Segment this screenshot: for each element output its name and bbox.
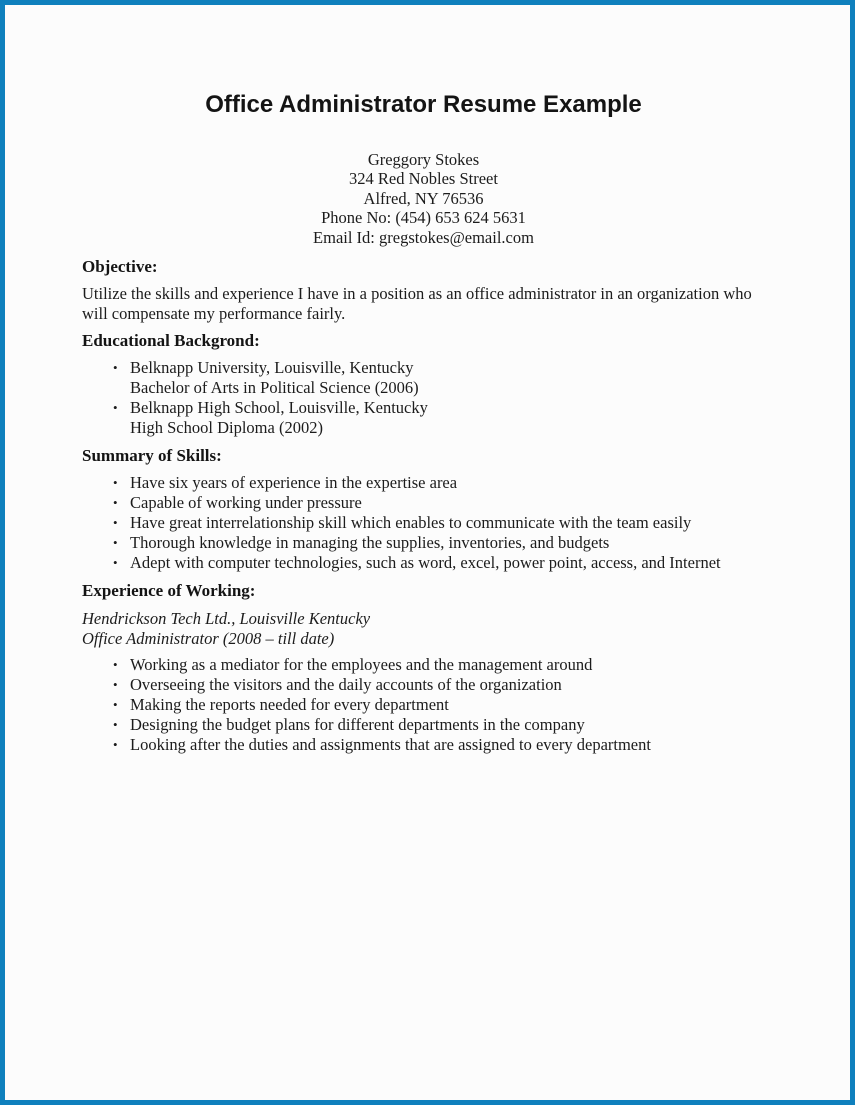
education-institution: Belknapp University, Louisville, Kentucky (130, 358, 414, 378)
education-item-text (130, 398, 765, 438)
bullet-icon: • (113, 535, 118, 551)
bullet-icon: • (113, 400, 118, 416)
experience-item (113, 675, 765, 695)
experience-item (113, 715, 765, 735)
contact-phone: Phone No: (454) 653 624 5631 (321, 208, 526, 228)
bullet-icon: • (113, 555, 118, 571)
bullet-icon: • (113, 697, 118, 713)
education-item (113, 358, 765, 398)
experience-item-text: Designing the budget plans for different departments in the company (130, 715, 585, 735)
experience-item-text: Overseeing the visitors and the daily accounts of the organization (130, 675, 562, 695)
bullet-icon: • (113, 657, 118, 673)
bullet-icon: • (113, 717, 118, 733)
education-heading: Educational Backgrond: (82, 331, 260, 351)
bullet-icon: • (113, 475, 118, 491)
skill-item (113, 553, 765, 573)
experience-heading: Experience of Working: (82, 581, 256, 601)
experience-item-text: Making the reports needed for every department (130, 695, 449, 715)
experience-item (113, 695, 765, 715)
education-institution: Belknapp High School, Louisville, Kentucky (130, 398, 428, 418)
objective-heading: Objective: (82, 257, 158, 277)
skill-item-text: Have six years of experience in the expertise area (130, 473, 458, 493)
experience-list (82, 655, 765, 755)
skill-item (113, 493, 765, 513)
education-list (82, 358, 765, 438)
experience-employer-block (82, 609, 765, 648)
bullet-icon: • (113, 677, 118, 693)
skill-item-text: Capable of working under pressure (130, 493, 362, 513)
skill-item-text: Thorough knowledge in managing the supplies, inventories, and budgets (130, 533, 610, 553)
skill-item (113, 473, 765, 493)
education-degree: High School Diploma (2002) (130, 418, 323, 438)
bullet-icon: • (113, 515, 118, 531)
experience-item-text: Looking after the duties and assignments that are assigned to every department (130, 735, 651, 755)
education-item (113, 398, 765, 438)
experience-role: Office Administrator (2008 – till date) (82, 628, 335, 648)
bullet-icon: • (113, 495, 118, 511)
contact-block (82, 150, 765, 247)
resume-content (5, 5, 850, 755)
contact-name: Greggory Stokes (367, 150, 480, 169)
experience-item (113, 735, 765, 755)
skills-heading: Summary of Skills: (82, 446, 222, 466)
contact-email: Email Id: gregstokes@email.com (313, 227, 534, 247)
skill-item (113, 533, 765, 553)
contact-city-state-zip: Alfred, NY 76536 (363, 188, 484, 208)
experience-item (113, 655, 765, 675)
objective-text: Utilize the skills and experience I have in a position as an office administrator in an organization who will compensate my performance fairly. (82, 284, 752, 323)
bullet-icon: • (113, 737, 118, 753)
experience-item-text: Working as a mediator for the employees and the management around (130, 655, 593, 675)
skill-item-text: Have great interrelationship skill which enables to communicate with the team easily (130, 513, 692, 533)
page-title: Office Administrator Resume Example (205, 91, 642, 118)
bullet-icon: • (113, 360, 118, 376)
skill-item-text: Adept with computer technologies, such as word, excel, power point, access, and Internet (130, 553, 721, 573)
experience-employer: Hendrickson Tech Ltd., Louisville Kentucky (82, 609, 371, 629)
contact-street: 324 Red Nobles Street (349, 169, 498, 189)
education-degree: Bachelor of Arts in Political Science (2006) (130, 378, 419, 398)
education-item-text (130, 358, 765, 398)
skills-list (82, 473, 765, 573)
skill-item (113, 513, 765, 533)
